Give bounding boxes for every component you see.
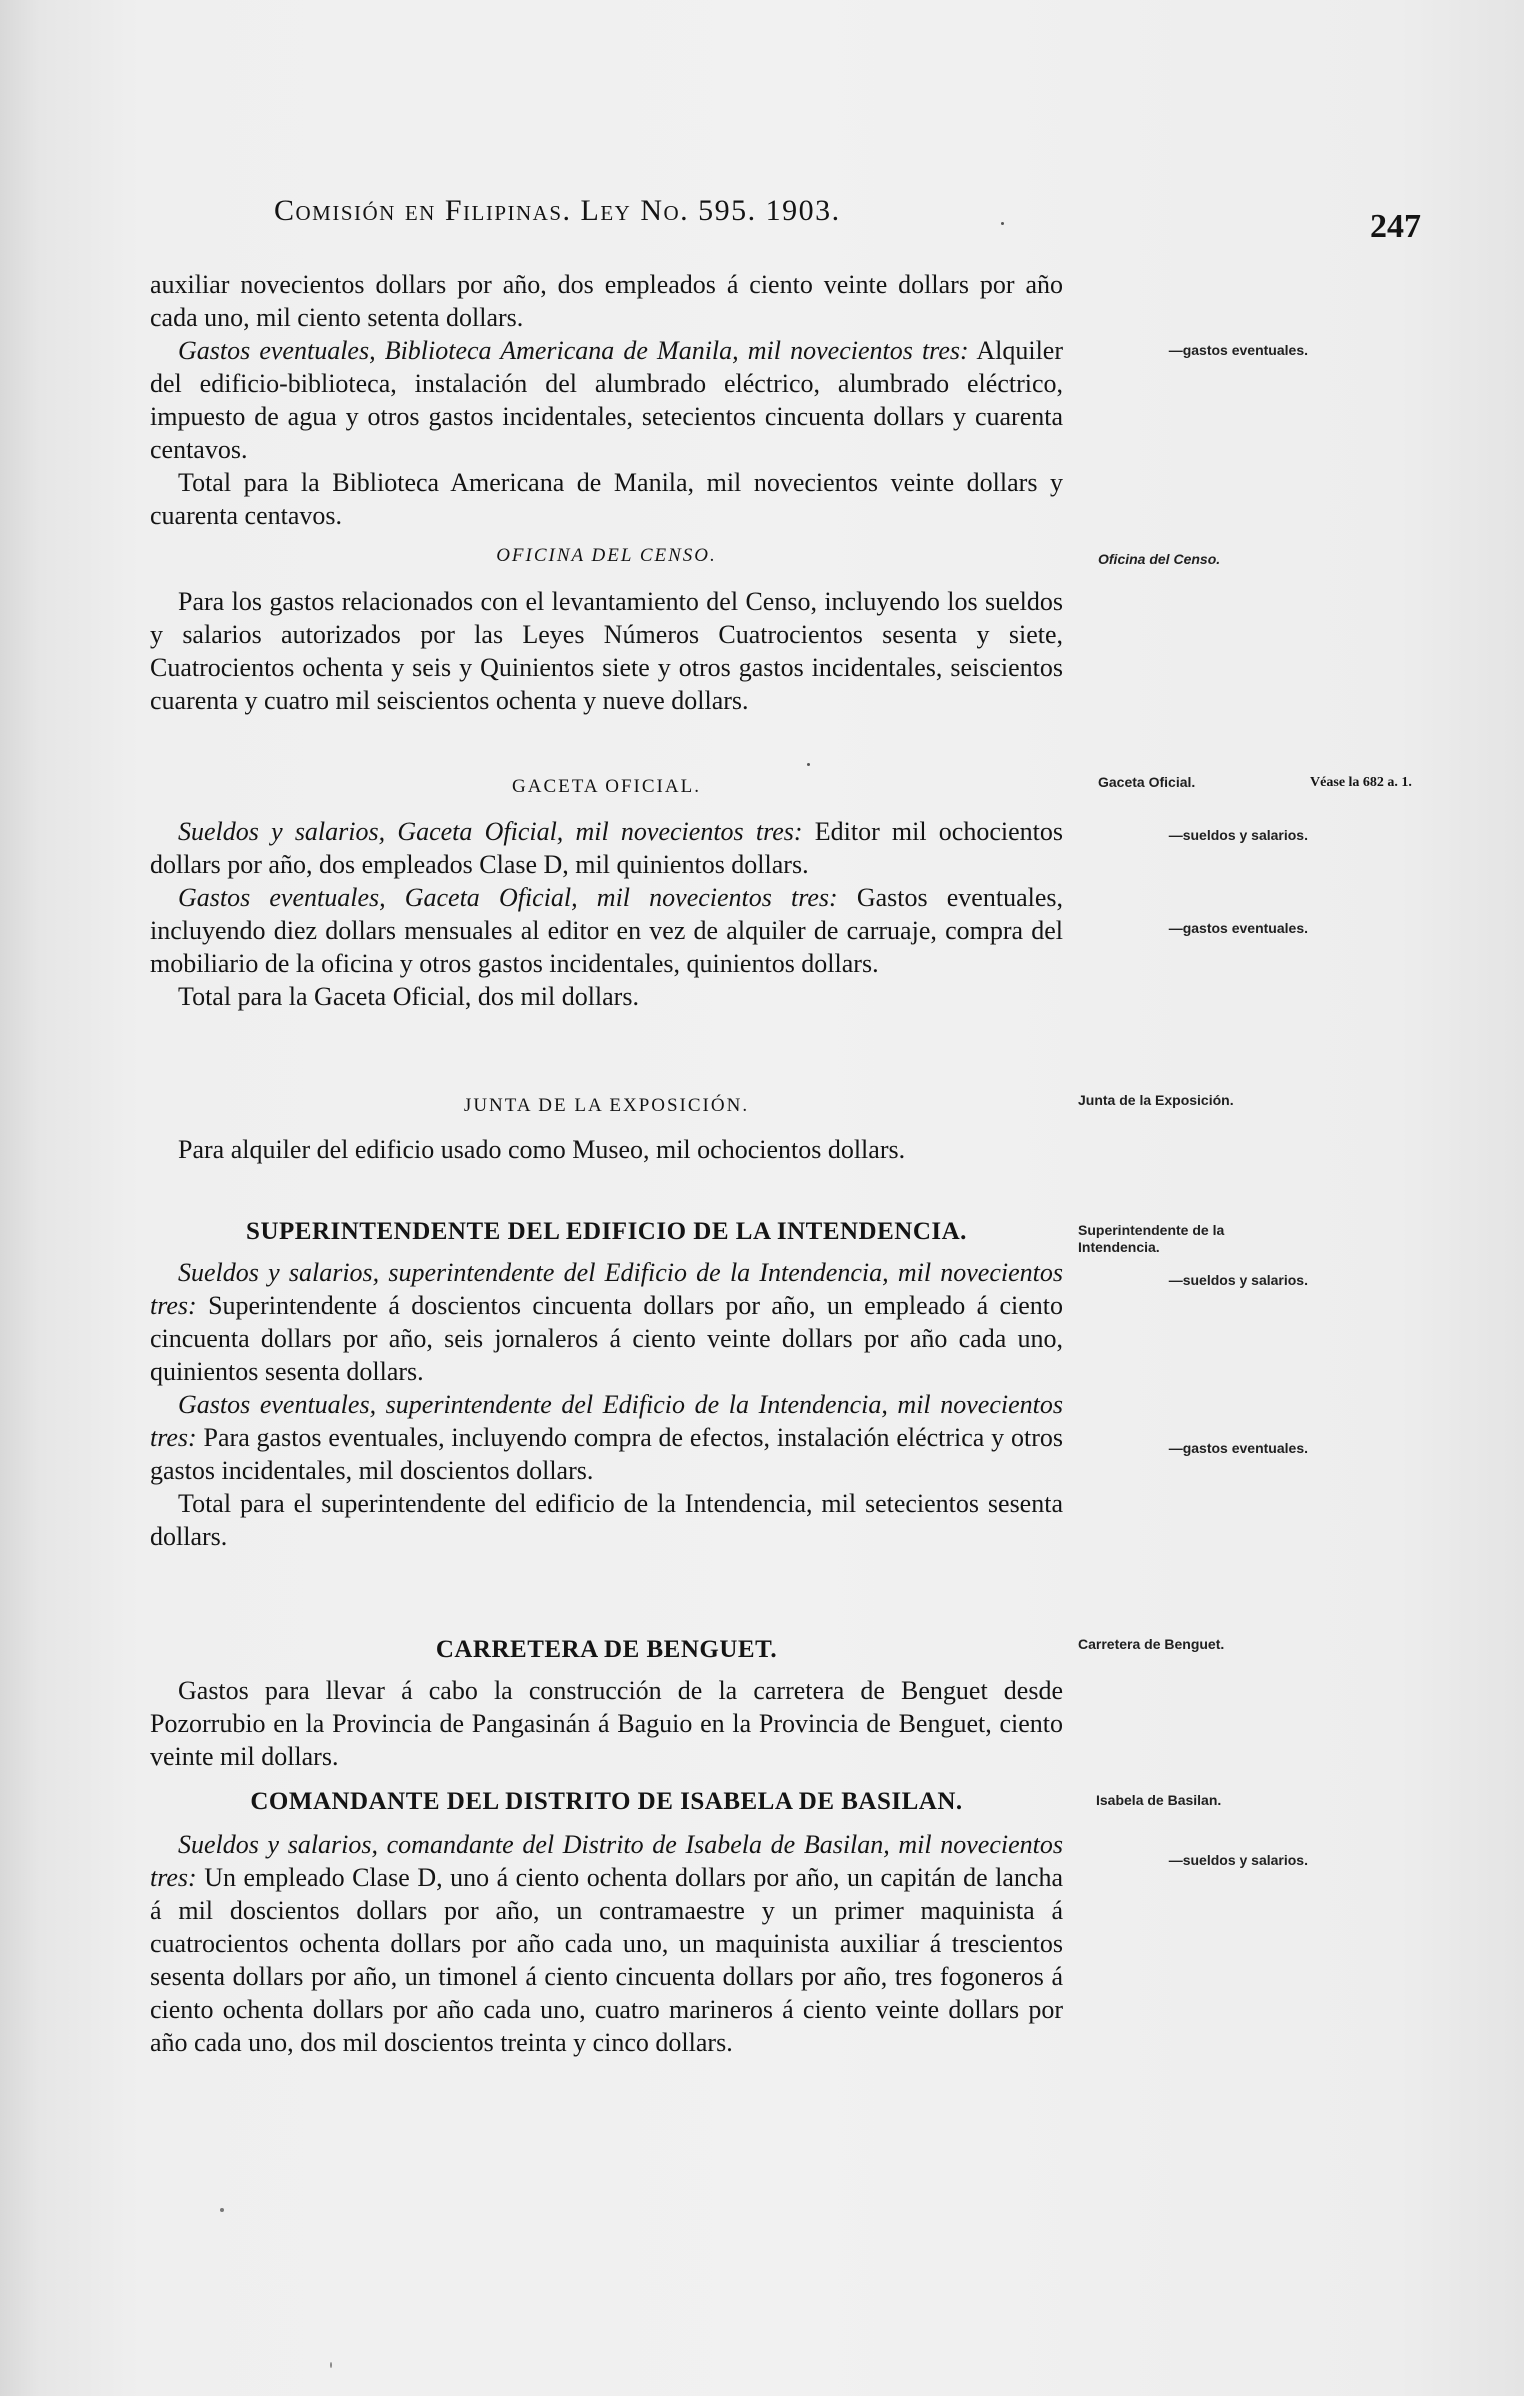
- gaceta-total: Total para la Gaceta Oficial, dos mil dollars.: [178, 982, 639, 1011]
- margin-note-superintendente: Superintendente de la Intendencia.: [1078, 1222, 1225, 1255]
- margin-note-basilan: Isabela de Basilan.: [1096, 1792, 1222, 1808]
- biblioteca-paragraph-2: [150, 334, 1063, 466]
- superintendente-total: Total para el superintendente del edificio de la Intendencia, mil setecientos sesenta dollars.: [150, 1489, 1063, 1551]
- superintendente-section: [150, 1218, 1063, 1553]
- margin-note-junta: Junta de la Exposición.: [1078, 1092, 1234, 1108]
- censo-section: [150, 545, 1063, 717]
- censo-heading: OFICINA DEL CENSO.: [496, 545, 717, 566]
- basilan-sueldos-text: Un empleado Clase D, uno á ciento ochenta dollars por año, un capitán de lancha á mil doscientos dollars por año, un contramaestre y un primer maquinista á cuatrocientos ochenta dollars por año cada uno, un maquinista auxiliar á trescientos sesenta dollars por año, un timonel á ciento cincuenta dollars por año, tres fogoneros á ciento ochenta dollars por año cada uno, cuatro marineros á ciento veinte dollars por año cada uno, dos mil doscientos treinta y cinco dollars.: [150, 1863, 1063, 2057]
- superintendente-gastos-italic: Gastos eventuales, superintendente del Edificio de la Intendencia, mil novecientos tres:: [150, 1390, 1063, 1452]
- basilan-section: [150, 1788, 1063, 2059]
- biblioteca-gastos-italic: Gastos eventuales, Biblioteca Americana de Manila, mil novecientos tres:: [178, 336, 969, 365]
- benguet-section: [150, 1636, 1063, 1773]
- gaceta-section: [150, 776, 1063, 1013]
- basilan-sueldos-italic: Sueldos y salarios, comandante del Distrito de Isabela de Basilan, mil novecientos tres:: [150, 1830, 1063, 1892]
- basilan-heading: COMANDANTE DEL DISTRITO DE ISABELA DE BASILAN.: [250, 1788, 963, 1815]
- benguet-paragraph: Gastos para llevar á cabo la construcción de la carretera de Benguet desde Pozorrubio en la Provincia de Pangasinán á Baguio en la Provincia de Benguet, ciento veinte mil dollars.: [150, 1676, 1063, 1771]
- superintendente-sueldos-italic: Sueldos y salarios, superintendente del Edificio de la Intendencia, mil novecientos tres:: [150, 1258, 1063, 1320]
- scan-speck: [330, 2362, 332, 2368]
- gaceta-heading: GACETA OFICIAL.: [512, 776, 701, 797]
- scan-speck: [807, 763, 810, 766]
- running-head: Comisión en Filipinas. Ley No. 595. 1903.: [274, 194, 841, 227]
- margin-note-sueldos-superintendente: —sueldos y salarios.: [1168, 1272, 1308, 1288]
- biblioteca-section: [150, 268, 1063, 532]
- biblioteca-paragraph-1: auxiliar novecientos dollars por año, dos empleados á ciento veinte dollars por año cada uno, mil ciento setenta dollars.: [150, 270, 1063, 332]
- censo-paragraph: Para los gastos relacionados con el levantamiento del Censo, incluyendo los sueldos y salarios autorizados por las Leyes Números Cuatrocientos sesenta y siete, Cuatrocientos ochenta y seis y Quinientos siete y otros gastos incidentales, seiscientos cuarenta y cuatro mil seiscientos ochenta y nueve dollars.: [150, 587, 1063, 715]
- gaceta-gastos-text: Gastos eventuales, incluyendo diez dollars mensuales al editor en vez de alquiler de carruaje, compra del mobiliario de la oficina y otros gastos incidentales, quinientos dollars.: [150, 883, 1063, 978]
- biblioteca-total: Total para la Biblioteca Americana de Manila, mil novecientos veinte dollars y cuarenta centavos.: [150, 468, 1063, 530]
- margin-note-gastos-biblioteca: —gastos eventuales.: [1168, 342, 1308, 358]
- margin-note-gastos-superintendente: —gastos eventuales.: [1168, 1440, 1308, 1456]
- page-number: 247: [1370, 208, 1421, 245]
- margin-note-gaceta: Gaceta Oficial.: [1098, 774, 1196, 790]
- margin-note-benguet: Carretera de Benguet.: [1078, 1636, 1225, 1652]
- margin-note-vease: Véase la 682 a. 1.: [1310, 775, 1412, 790]
- margin-note-sueldos-basilan: —sueldos y salarios.: [1168, 1852, 1308, 1868]
- biblioteca-gastos-text: Alquiler del edificio-biblioteca, instalación del alumbrado eléctrico, alumbrado eléctrico, impuesto de agua y otros gastos incidentales, setecientos cincuenta dollars y cuarenta centavos.: [150, 336, 1063, 464]
- superintendente-paragraph-2: [150, 1388, 1063, 1487]
- margin-note-censo: Oficina del Censo.: [1098, 551, 1221, 567]
- margin-note-gastos-gaceta: —gastos eventuales.: [1168, 920, 1308, 936]
- margin-note-sueldos-gaceta: —sueldos y salarios.: [1168, 827, 1308, 843]
- junta-paragraph: Para alquiler del edificio usado como Museo, mil ochocientos dollars.: [178, 1135, 906, 1164]
- superintendente-heading: SUPERINTENDENTE DEL EDIFICIO DE LA INTENDENCIA.: [246, 1218, 967, 1245]
- junta-section: [150, 1095, 1063, 1166]
- superintendente-gastos-text: Para gastos eventuales, incluyendo compra de efectos, instalación eléctrica y otros gastos incidentales, mil doscientos dollars.: [150, 1423, 1063, 1485]
- benguet-heading: CARRETERA DE BENGUET.: [435, 1636, 778, 1663]
- junta-heading: JUNTA DE LA EXPOSICIÓN.: [463, 1095, 750, 1116]
- gaceta-paragraph-2: [150, 881, 1063, 980]
- gaceta-paragraph-1: [150, 815, 1063, 881]
- scan-speck: [220, 2208, 224, 2212]
- gaceta-gastos-italic: Gastos eventuales, Gaceta Oficial, mil novecientos tres:: [178, 883, 838, 912]
- gaceta-sueldos-text: Editor mil ochocientos dollars por año, dos empleados Clase D, mil quinientos dollars.: [150, 817, 1063, 879]
- superintendente-paragraph-1: [150, 1256, 1063, 1388]
- scan-speck: [1001, 222, 1004, 225]
- basilan-paragraph: [150, 1828, 1063, 2059]
- gaceta-sueldos-italic: Sueldos y salarios, Gaceta Oficial, mil novecientos tres:: [178, 817, 803, 846]
- superintendente-sueldos-text: Superintendente á doscientos cincuenta dollars por año, un empleado á ciento cincuenta dollars por año, seis jornaleros á ciento veinte dollars por año cada uno, quinientos sesenta dollars.: [150, 1291, 1063, 1386]
